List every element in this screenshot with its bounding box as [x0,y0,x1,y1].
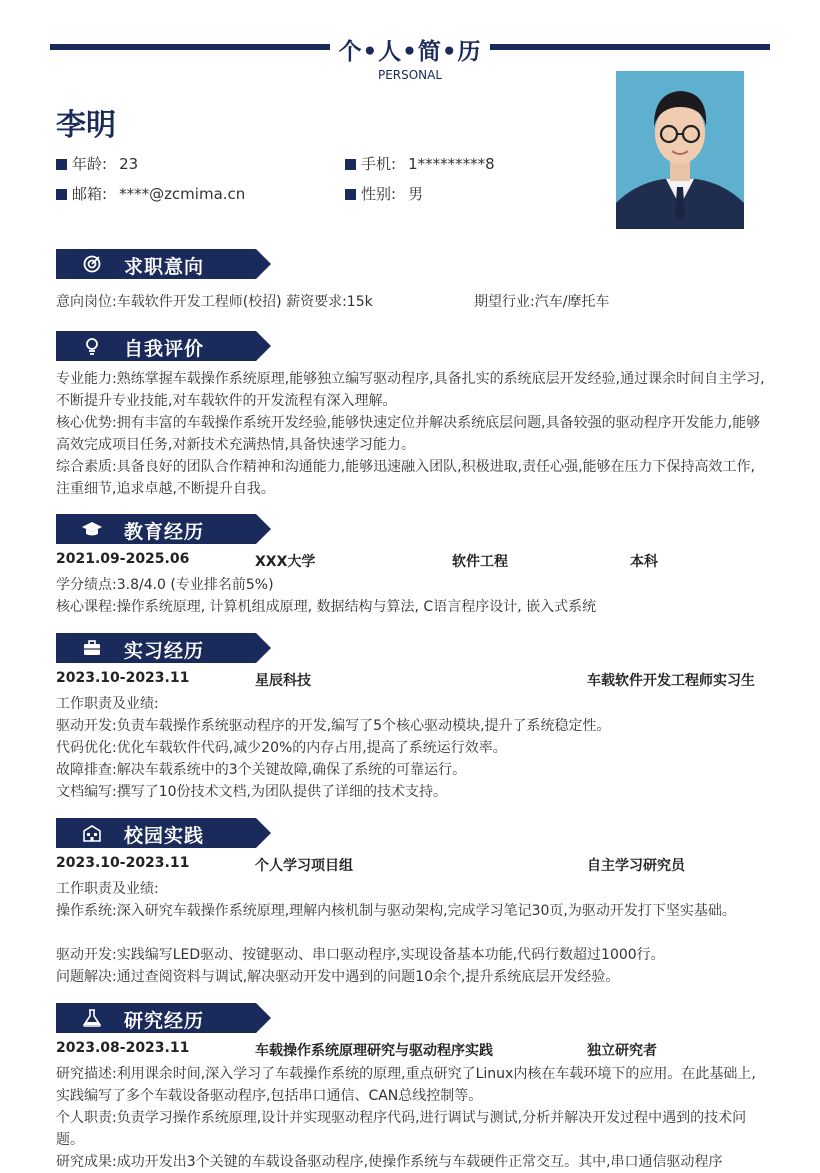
section-header-objective [56,249,271,279]
education-gpa: 学分绩点:3.8/4.0 (专业排名前5%) [56,577,274,593]
section-title: 实习经历 [124,640,205,662]
internship-line: 故障排查:解决车载系统中的3个关键故障,确保了系统的可靠运行。 [56,762,467,778]
campus-date: 2023.10-2023.11 [56,855,190,871]
research-date: 2023.08-2023.11 [56,1040,190,1056]
campus-line: 操作系统:深入研究车载操作系统原理,理解内核机制与驱动架构,完成学习笔记30页,为驱动开发打下坚实基础。 [56,903,736,919]
campus-line: 驱动开发:实践编写LED驱动、按键驱动、串口驱动程序,实现设备基本功能,代码行数超过1000行。 [56,947,665,963]
campus-role: 自主学习研究员 [587,858,685,874]
objective-industry: 期望行业:汽车/摩托车 [474,294,610,310]
self-eval-line: 综合素质:具备良好的团队合作精神和沟通能力,能够迅速融入团队,积极进取,责任心强,能够在压力下保持高效工作,注重细节,追求卓越,不断提升自我。 [56,459,755,497]
internship-company: 星辰科技 [255,673,311,689]
objective-salary: 薪资要求:15k [286,294,373,310]
campus-duties-label: 工作职责及业绩: [56,881,159,897]
internship-line: 文档编写:撰写了10份技术文档,为团队提供了详细的技术支持。 [56,784,447,800]
education-date: 2021.09-2025.06 [56,551,190,567]
bulb-icon [82,337,102,355]
internship-duties-label: 工作职责及业绩: [56,696,159,712]
research-project: 车载操作系统原理研究与驱动程序实践 [255,1043,493,1059]
education-school: XXX大学 [255,554,316,570]
resume-subtitle: PERSONAL [377,68,443,82]
info-age: 年龄: 23 [56,153,138,174]
campus-line: 问题解决:通过查阅资料与调试,解决驱动开发中遇到的问题10余个,提升系统底层开发经验。 [56,969,620,985]
internship-line: 驱动开发:负责车载操作系统驱动程序的开发,编写了5个核心驱动模块,提升了系统稳定性。 [56,718,611,734]
person-name: 李明 [56,108,116,143]
flask-icon [82,1009,102,1027]
section-title: 研究经历 [124,1010,205,1032]
header-line-left [50,44,330,50]
bullet-square-icon [56,159,67,170]
header-line-right [490,44,770,50]
bullet-square-icon [345,189,356,200]
self-eval-line: 专业能力:熟练掌握车载操作系统原理,能够独立编写驱动程序,具备扎实的系统底层开发经验,通过课余时间自主学习,不断提升专业技能,对车载软件的开发流程有深入理解。 [56,371,765,409]
section-title: 自我评价 [124,338,205,360]
research-role: 独立研究者 [587,1043,657,1059]
info-email: 邮箱: ****@zcmima.cn [56,183,245,204]
internship-role: 车载软件开发工程师实习生 [587,673,755,689]
research-line: 研究成果:成功开发出3个关键的车载设备驱动程序,使操作系统与车载硬件正常交互。其中,串口通信驱动程序 [56,1154,723,1170]
campus-org: 个人学习项目组 [255,858,353,874]
section-title: 校园实践 [124,825,205,847]
section-header-campus [56,818,271,848]
target-icon [82,255,102,273]
objective-position: 意向岗位:车载软件开发工程师(校招) [56,294,282,310]
graduation-cap-icon [82,520,102,538]
research-line: 研究描述:利用课余时间,深入学习了车载操作系统的原理,重点研究了Linux内核在车载环境下的应用。在此基础上,实践编写了多个车载设备驱动程序,包括串口通信、CAN总线控制等。 [56,1066,756,1104]
section-header-research [56,1003,271,1033]
info-gender: 性别: 男 [345,183,423,204]
research-line: 个人职责:负责学习操作系统原理,设计并实现驱动程序代码,进行调试与测试,分析并解决开发过程中遇到的技术问题。 [56,1110,747,1148]
profile-photo [616,71,744,229]
self-eval-line: 核心优势:拥有丰富的车载操作系统开发经验,能够快速定位并解决系统底层问题,具备较强的驱动程序开发能力,能够高效完成项目任务,对新技术充满热情,具备快速学习能力。 [56,415,761,453]
internship-line: 代码优化:优化车载软件代码,减少20%的内存占用,提高了系统运行效率。 [56,740,507,756]
section-header-self-eval [56,331,271,361]
section-title: 教育经历 [124,521,205,543]
briefcase-icon [82,639,102,657]
education-courses: 核心课程:操作系统原理, 计算机组成原理, 数据结构与算法, C语言程序设计, 嵌入式系统 [56,599,597,615]
education-degree: 本科 [630,554,658,570]
education-major: 软件工程 [452,554,508,570]
bullet-square-icon [345,159,356,170]
section-header-internship [56,633,271,663]
section-header-education [56,514,271,544]
bullet-square-icon [56,189,67,200]
section-title: 求职意向 [124,256,205,278]
building-icon [82,824,102,842]
info-phone: 手机: 1*********8 [345,153,495,174]
objective-row [56,291,768,313]
resume-title: 个•人•简•历 [338,39,482,65]
internship-date: 2023.10-2023.11 [56,670,190,686]
